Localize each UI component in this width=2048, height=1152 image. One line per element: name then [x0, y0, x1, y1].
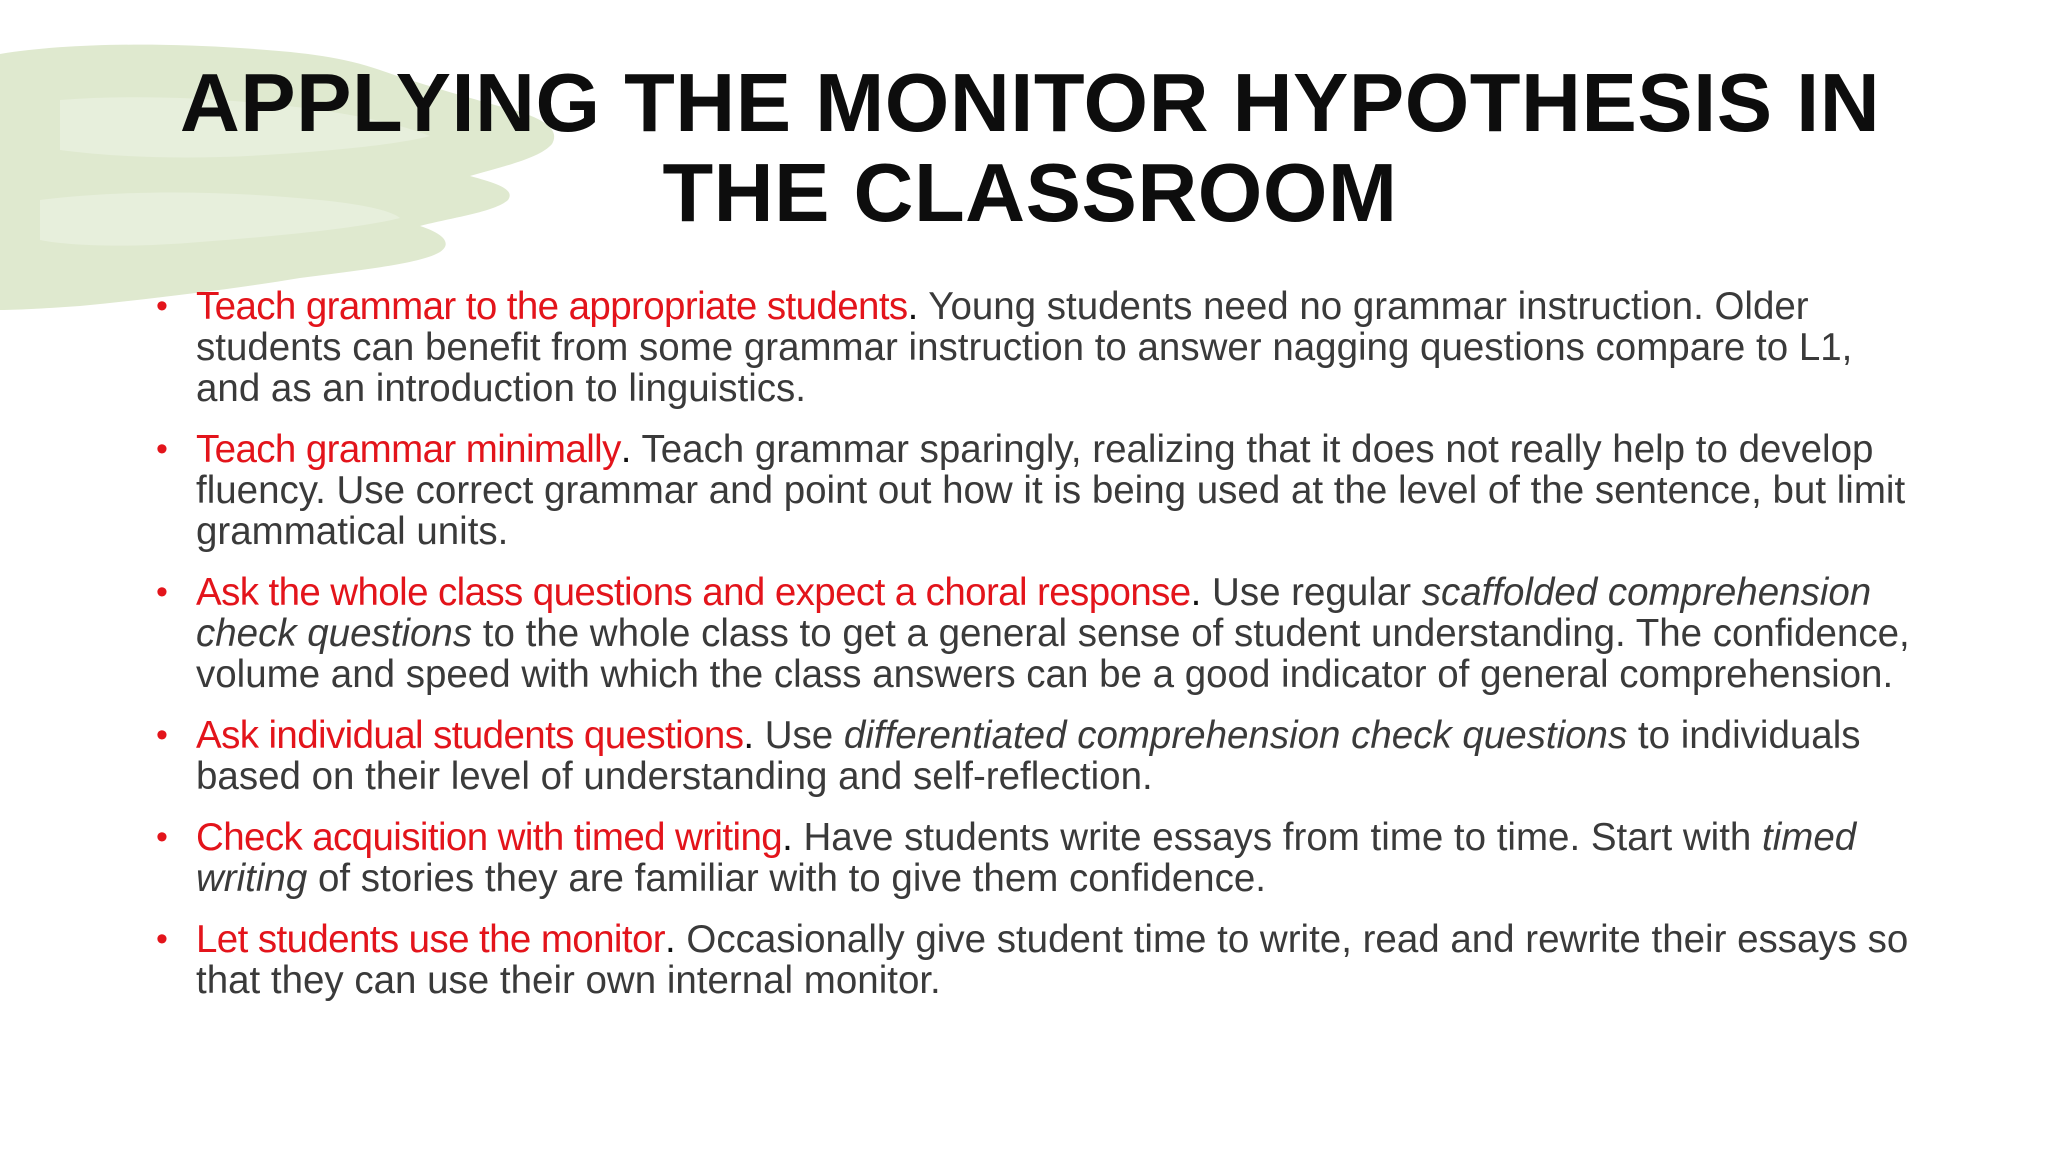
bullet-lead-period: . — [907, 285, 919, 328]
bullet-lead-period: . — [1190, 571, 1202, 614]
bullet-italic-term: timed writing — [196, 816, 1857, 900]
bullet-item — [150, 919, 1910, 1001]
bullet-text: Use — [754, 714, 844, 757]
bullet-lead: Teach grammar minimally — [196, 428, 621, 471]
bullet-item — [150, 286, 1910, 409]
bullet-lead: Check acquisition with timed writing — [196, 816, 783, 859]
bullet-text-continued: of stories they are familiar with to give them confidence. — [307, 857, 1266, 900]
bullet-dot-icon: • — [156, 573, 168, 611]
bullet-text: Use regular — [1201, 571, 1422, 614]
bullet-item — [150, 715, 1910, 797]
bullet-text: Teach grammar sparingly, realizing that it does not really help to develop fluency. Use correct grammar and point out how it is being used at the level of the sentence, but limit grammatical units. — [196, 428, 1906, 553]
bullet-item — [150, 817, 1910, 899]
bullet-italic-term: differentiated comprehension check questions — [843, 714, 1628, 757]
bullet-lead-period: . — [782, 816, 793, 859]
slide-title: APPLYING THE MONITOR HYPOTHESIS IN THE CLASSROOM — [179, 56, 1881, 239]
bullet-text: Occasionally give student time to write, read and rewrite their essays so that they can use their own internal monitor. — [196, 918, 1909, 1002]
bullet-text-continued: to the whole class to get a general sense of student understanding. The confidence, volume and speed with which the class answers can be a good indicator of general comprehension. — [196, 612, 1910, 696]
bullet-lead: Teach grammar to the appropriate students — [196, 285, 908, 328]
bullet-dot-icon: • — [156, 287, 168, 325]
bullet-lead-period: . — [665, 918, 676, 961]
bullet-item — [150, 572, 1910, 695]
bullet-lead: Ask individual students questions — [196, 714, 744, 757]
bullet-text-continued: to individuals based on their level of understanding and self-reflection. — [196, 714, 1861, 798]
bullet-dot-icon: • — [156, 818, 168, 856]
bullet-dot-icon: • — [156, 716, 168, 754]
bullet-item — [150, 429, 1910, 552]
bullet-lead-period: . — [620, 428, 632, 471]
bullet-text: Young students need no grammar instruction. Older students can benefit from some grammar instruction to answer nagging questions compare to L1, and as an introduction to linguistics. — [196, 285, 1853, 410]
bullet-list — [150, 286, 1910, 1021]
bullet-lead: Let students use the monitor — [196, 918, 666, 961]
bullet-text: Have students write essays from time to time. Start with — [792, 816, 1763, 859]
bullet-lead-period: . — [743, 714, 755, 757]
bullet-dot-icon: • — [156, 430, 168, 468]
bullet-lead: Ask the whole class questions and expect a choral response — [196, 571, 1191, 614]
bullet-dot-icon: • — [156, 920, 168, 958]
bullet-italic-term: scaffolded comprehension check questions — [196, 571, 1872, 655]
